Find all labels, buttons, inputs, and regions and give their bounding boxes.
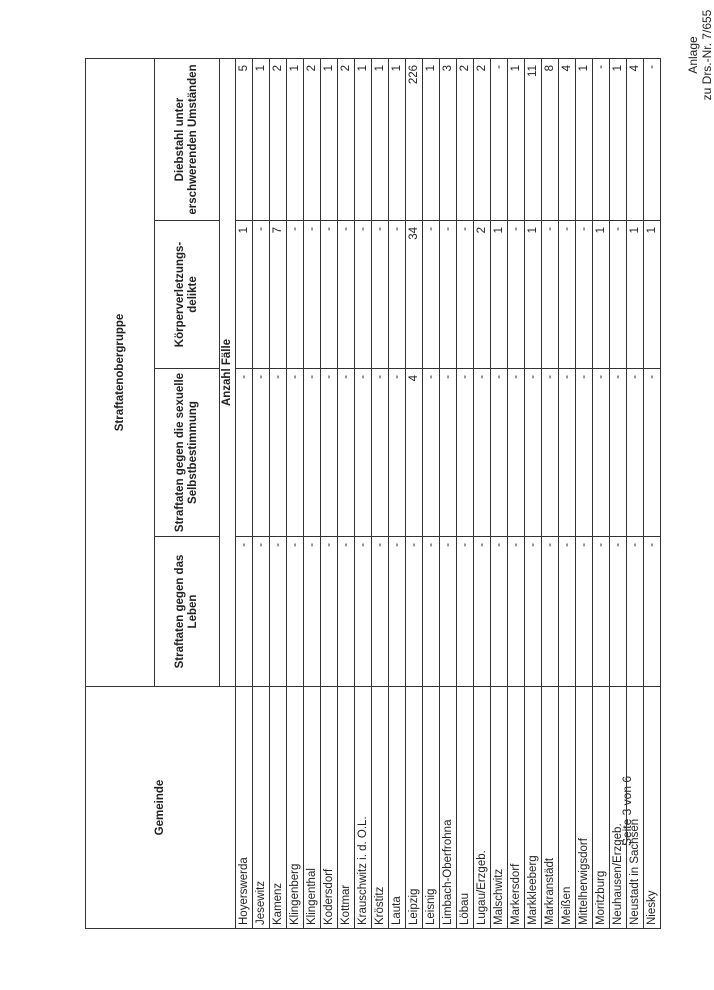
cell-leben: - <box>525 537 542 687</box>
row-name: Lauta <box>389 687 406 929</box>
column-header-sexuelle-selbstbestimmung: Straftaten gegen die sexuelle Selbstbestimmung <box>155 369 220 537</box>
cell-leben: - <box>355 537 372 687</box>
column-header-gemeinde: Gemeinde <box>86 687 236 929</box>
row-name: Leipzig <box>406 687 423 929</box>
row-name: Klingenthal <box>304 687 321 929</box>
cell-leben: - <box>644 537 661 687</box>
cell-diebstahl: 1 <box>508 58 525 220</box>
cell-leben: - <box>372 537 389 687</box>
cell-diebstahl: 2 <box>457 58 474 220</box>
cell-koerperverletzung: - <box>321 221 338 369</box>
cell-leben: - <box>406 537 423 687</box>
table-row <box>355 58 372 928</box>
cell-diebstahl: 8 <box>542 58 559 220</box>
table-row <box>440 58 457 928</box>
column-header-diebstahl: Diebstahl unter erschwerenden Umständen <box>155 58 220 220</box>
cell-koerperverletzung: 1 <box>644 221 661 369</box>
cell-diebstahl: - <box>491 58 508 220</box>
cell-leben: - <box>389 537 406 687</box>
row-name: Leisnig <box>423 687 440 929</box>
table-row <box>253 58 270 928</box>
statistics-table <box>85 58 661 929</box>
cell-koerperverletzung: - <box>440 221 457 369</box>
cell-koerperverletzung: - <box>338 221 355 369</box>
table-row <box>610 58 627 928</box>
cell-koerperverletzung: - <box>389 221 406 369</box>
cell-leben: - <box>236 537 253 687</box>
cell-leben: - <box>253 537 270 687</box>
cell-sexuelle-selbstbestimmung: - <box>627 369 644 537</box>
cell-koerperverletzung: 1 <box>627 221 644 369</box>
cell-leben: - <box>270 537 287 687</box>
cell-leben: - <box>559 537 576 687</box>
cell-sexuelle-selbstbestimmung: - <box>491 369 508 537</box>
cell-koerperverletzung: - <box>372 221 389 369</box>
cell-koerperverletzung: - <box>423 221 440 369</box>
cell-diebstahl: - <box>644 58 661 220</box>
cell-sexuelle-selbstbestimmung: - <box>253 369 270 537</box>
row-name: Neuhausen/Erzgeb. <box>610 687 627 929</box>
cell-sexuelle-selbstbestimmung: - <box>236 369 253 537</box>
cell-diebstahl: 226 <box>406 58 423 220</box>
cell-sexuelle-selbstbestimmung: - <box>474 369 491 537</box>
cell-koerperverletzung: 1 <box>491 221 508 369</box>
cell-sexuelle-selbstbestimmung: - <box>423 369 440 537</box>
cell-diebstahl: 3 <box>440 58 457 220</box>
cell-sexuelle-selbstbestimmung: - <box>610 369 627 537</box>
table-row <box>559 58 576 928</box>
cell-koerperverletzung: - <box>559 221 576 369</box>
table-row <box>491 58 508 928</box>
table-row <box>457 58 474 928</box>
column-header-koerperverletzung: Körperverletzungs-delikte <box>155 221 220 369</box>
cell-diebstahl: 1 <box>610 58 627 220</box>
cell-sexuelle-selbstbestimmung: - <box>372 369 389 537</box>
cell-diebstahl: 1 <box>287 58 304 220</box>
cell-koerperverletzung: 34 <box>406 221 423 369</box>
table-row <box>576 58 593 928</box>
cell-leben: - <box>338 537 355 687</box>
cell-diebstahl: 1 <box>576 58 593 220</box>
cell-diebstahl: 11 <box>525 58 542 220</box>
cell-diebstahl: 2 <box>338 58 355 220</box>
cell-sexuelle-selbstbestimmung: - <box>270 369 287 537</box>
row-name: Mittelherwigsdorf <box>576 687 593 929</box>
row-name: Markkleeberg <box>525 687 542 929</box>
cell-koerperverletzung: - <box>576 221 593 369</box>
attachment-label: Anlage <box>686 36 700 74</box>
cell-diebstahl: 1 <box>355 58 372 220</box>
cell-diebstahl: 1 <box>253 58 270 220</box>
cell-leben: - <box>610 537 627 687</box>
cell-sexuelle-selbstbestimmung: - <box>559 369 576 537</box>
table-row <box>270 58 287 928</box>
cell-koerperverletzung: 2 <box>474 221 491 369</box>
row-name: Lugau/Erzgeb. <box>474 687 491 929</box>
table-row <box>474 58 491 928</box>
cell-sexuelle-selbstbestimmung: - <box>593 369 610 537</box>
cell-koerperverletzung: 7 <box>270 221 287 369</box>
cell-leben: - <box>287 537 304 687</box>
row-name: Kamenz <box>270 687 287 929</box>
cell-diebstahl: 1 <box>423 58 440 220</box>
row-name: Meißen <box>559 687 576 929</box>
cell-sexuelle-selbstbestimmung: - <box>457 369 474 537</box>
cell-leben: - <box>542 537 559 687</box>
row-name: Kodersdorf <box>321 687 338 929</box>
cell-koerperverletzung: - <box>610 221 627 369</box>
cell-diebstahl: 4 <box>627 58 644 220</box>
cell-sexuelle-selbstbestimmung: - <box>389 369 406 537</box>
cell-sexuelle-selbstbestimmung: - <box>542 369 559 537</box>
cell-sexuelle-selbstbestimmung: - <box>440 369 457 537</box>
document-number: zu Drs.-Nr. 7/655 <box>700 9 714 101</box>
table-row <box>389 58 406 928</box>
cell-sexuelle-selbstbestimmung: - <box>321 369 338 537</box>
cell-koerperverletzung: - <box>457 221 474 369</box>
row-name: Markranstädt <box>542 687 559 929</box>
table-row <box>542 58 559 928</box>
attachment-reference <box>686 0 714 110</box>
cell-diebstahl: 1 <box>389 58 406 220</box>
cell-sexuelle-selbstbestimmung: - <box>576 369 593 537</box>
table-row <box>627 58 644 928</box>
table-row <box>593 58 610 928</box>
cell-sexuelle-selbstbestimmung: - <box>287 369 304 537</box>
cell-leben: - <box>627 537 644 687</box>
cell-leben: - <box>491 537 508 687</box>
cell-sexuelle-selbstbestimmung: - <box>644 369 661 537</box>
cell-koerperverletzung: - <box>355 221 372 369</box>
table-row <box>372 58 389 928</box>
cell-koerperverletzung: - <box>508 221 525 369</box>
cell-koerperverletzung: 1 <box>525 221 542 369</box>
cell-leben: - <box>576 537 593 687</box>
cell-leben: - <box>457 537 474 687</box>
row-name: Hoyerswerda <box>236 687 253 929</box>
row-name: Neustadt in Sachsen <box>627 687 644 929</box>
cell-diebstahl: 1 <box>372 58 389 220</box>
page-number: Seite 3 von 6 <box>620 775 634 847</box>
table-row <box>423 58 440 928</box>
table-row <box>644 58 661 928</box>
cell-sexuelle-selbstbestimmung: - <box>355 369 372 537</box>
table-row <box>287 58 304 928</box>
unit-header: Anzahl Fälle <box>220 58 236 686</box>
cell-sexuelle-selbstbestimmung: - <box>304 369 321 537</box>
cell-koerperverletzung: - <box>253 221 270 369</box>
cell-leben: - <box>304 537 321 687</box>
row-name: Klingenberg <box>287 687 304 929</box>
cell-diebstahl: 5 <box>236 58 253 220</box>
cell-leben: - <box>321 537 338 687</box>
cell-sexuelle-selbstbestimmung: - <box>525 369 542 537</box>
row-name: Jesewitz <box>253 687 270 929</box>
row-name: Löbau <box>457 687 474 929</box>
cell-koerperverletzung: - <box>287 221 304 369</box>
cell-diebstahl: 1 <box>321 58 338 220</box>
table-row <box>304 58 321 928</box>
row-name: Malschwitz <box>491 687 508 929</box>
cell-diebstahl: 2 <box>270 58 287 220</box>
table-row <box>406 58 423 928</box>
cell-koerperverletzung: - <box>542 221 559 369</box>
cell-sexuelle-selbstbestimmung: - <box>338 369 355 537</box>
table-row <box>236 58 253 928</box>
row-name: Kottmar <box>338 687 355 929</box>
row-name: Kröstitz <box>372 687 389 929</box>
table-row <box>508 58 525 928</box>
cell-koerperverletzung: - <box>304 221 321 369</box>
row-name: Krauschwitz i. d. O.L. <box>355 687 372 929</box>
row-name: Limbach-Oberfrohna <box>440 687 457 929</box>
cell-koerperverletzung: 1 <box>236 221 253 369</box>
cell-koerperverletzung: 1 <box>593 221 610 369</box>
cell-leben: - <box>440 537 457 687</box>
cell-leben: - <box>508 537 525 687</box>
cell-diebstahl: 2 <box>304 58 321 220</box>
table-body <box>236 58 661 928</box>
cell-diebstahl: - <box>593 58 610 220</box>
row-name: Moritzburg <box>593 687 610 929</box>
cell-diebstahl: 2 <box>474 58 491 220</box>
table-row <box>321 58 338 928</box>
cell-leben: - <box>593 537 610 687</box>
group-header: Straftatenobergruppe <box>86 58 155 686</box>
cell-sexuelle-selbstbestimmung: - <box>508 369 525 537</box>
row-name: Niesky <box>644 687 661 929</box>
table-row <box>338 58 355 928</box>
row-name: Markersdorf <box>508 687 525 929</box>
cell-leben: - <box>423 537 440 687</box>
column-header-leben: Straftaten gegen das Leben <box>155 537 220 687</box>
table-row <box>525 58 542 928</box>
cell-sexuelle-selbstbestimmung: 4 <box>406 369 423 537</box>
cell-diebstahl: 4 <box>559 58 576 220</box>
cell-leben: - <box>474 537 491 687</box>
